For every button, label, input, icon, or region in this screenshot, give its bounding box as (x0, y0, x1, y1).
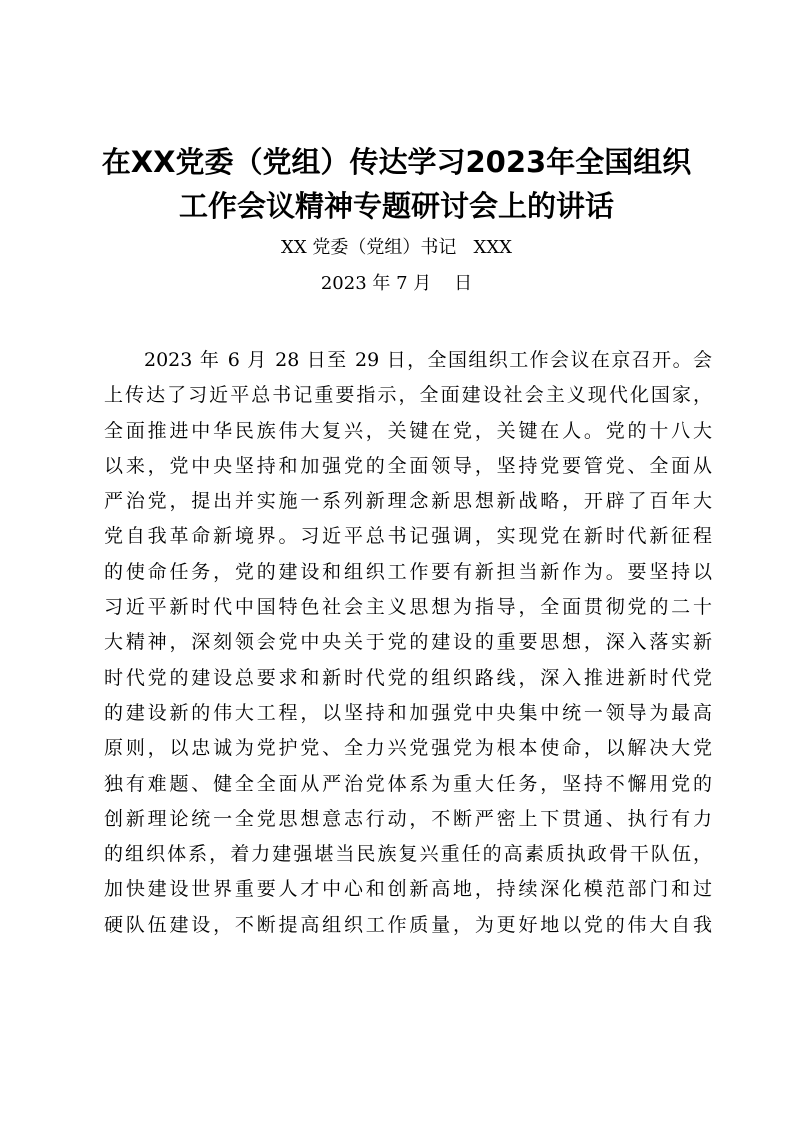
body-line: 创新理论统一全党思想意志行动，不断严密上下贯通、执行有力 (104, 807, 712, 830)
body-line: 全面推进中华民族伟大复兴，关键在党，关键在人。党的十八大 (104, 419, 712, 442)
body-line: 的使命任务，党的建设和组织工作要有新担当新作为。要坚持以 (104, 560, 712, 583)
body-line: 硬队伍建设，不断提高组织工作质量，为更好地以党的伟大自我 (104, 913, 712, 936)
body-line: 的建设新的伟大工程，以坚持和加强党中央集中统一领导为最高 (104, 701, 712, 724)
date-line: 2023 年 7 月 日 (320, 273, 473, 294)
body-paragraph (104, 343, 712, 943)
body-line: 以来，党中央坚持和加强党的全面领导，坚持党要管党、全面从 (104, 454, 712, 477)
body-line: 的组织体系，着力建强堪当民族复兴重任的高素质执政骨干队伍， (104, 843, 712, 866)
document-title (80, 140, 713, 228)
body-line: 习近平新时代中国特色社会主义思想为指导，全面贯彻党的二十 (104, 596, 712, 619)
body-line: 大精神，深刻领会党中央关于党的建设的重要思想，深入落实新 (104, 631, 712, 654)
body-line: 时代党的建设总要求和新时代党的组织路线，深入推进新时代党 (104, 666, 712, 689)
body-line: 党自我革命新境界。习近平总书记强调，实现党在新时代新征程 (104, 525, 712, 548)
body-line: 严治党，提出并实施一系列新理念新思想新战略，开辟了百年大 (104, 490, 712, 513)
body-line: 独有难题、健全全面从严治党体系为重大任务，坚持不懈用党的 (104, 772, 712, 795)
title-line-1: 在XX党委（党组）传达学习2023年全国组织 (101, 145, 692, 179)
body-line: 加快建设世界重要人才中心和创新高地，持续深化模范部门和过 (104, 878, 712, 901)
author-line: XX 党委（党组）书记 XXX (281, 237, 512, 258)
body-line: 原则，以忠诚为党护党、全力兴党强党为根本使命，以解决大党 (104, 737, 712, 760)
body-line: 2023 年 6 月 28 日至 29 日，全国组织工作会议在京召开。会 (144, 349, 712, 371)
body-line: 上传达了习近平总书记重要指示，全面建设社会主义现代化国家， (104, 384, 712, 407)
title-line-2: 工作会议精神专题研讨会上的讲话 (178, 189, 614, 223)
